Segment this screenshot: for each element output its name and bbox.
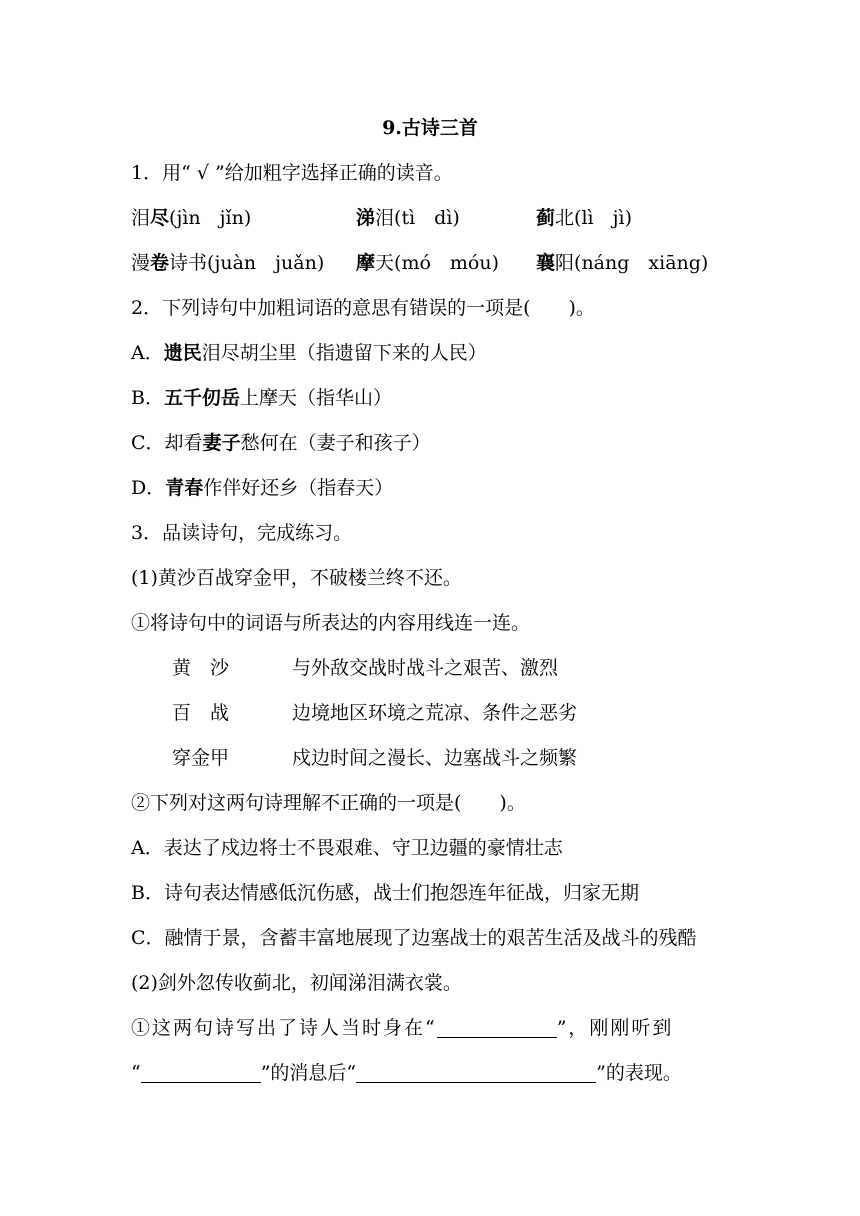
q2-option-c: C．却看妻子愁何在（妻子和孩子） [131, 432, 431, 454]
q3-option-b: B．诗句表达情感低沉伤感，战士们抱怨连年征战，归家无期 [131, 882, 639, 904]
fill-blank-reaction[interactable] [356, 1062, 596, 1083]
q1-item-2: 涕泪(tì dì) [356, 207, 460, 229]
q1-item-1: 泪尽(jìn jǐn) [131, 207, 252, 229]
q3-poem-line-1: (1)黄沙百战穿金甲，不破楼兰终不还。 [131, 567, 462, 589]
q2-option-a: A．遗民泪尽胡尘里（指遗留下来的人民） [131, 342, 487, 364]
match-right-1: 与外敌交战时战斗之艰苦、激烈 [292, 657, 559, 679]
q3-option-a: A．表达了戍边将士不畏艰难、守卫边疆的豪情壮志 [131, 837, 563, 859]
q1-item-4: 漫卷诗书(juàn juǎn) [131, 252, 325, 274]
fill-blank-location[interactable] [437, 1017, 557, 1038]
match-left-3: 穿金甲 [172, 747, 230, 769]
q1-stem: 1．用“ √ ”给加粗字选择正确的读音。 [131, 162, 453, 184]
q1-item-3: 蓟北(lì jì) [536, 207, 632, 229]
q3-fill-line-1: ①这两句诗写出了诗人当时身在“ ”，刚刚听到 [131, 1017, 674, 1039]
match-right-2: 边境地区环境之荒凉、条件之恶劣 [292, 702, 578, 724]
q1-row-2 [131, 250, 708, 276]
q1-item-5: 摩天(mó móu) [356, 252, 500, 274]
q1-row-1 [131, 205, 632, 231]
q2-option-b: B．五千仞岳上摩天（指华山） [131, 387, 392, 409]
q2-option-d: D．青春作伴好还乡（指春天） [131, 477, 394, 499]
q3-option-c: C．融情于景，含蓄丰富地展现了边塞战士的艰苦生活及战斗的残酷 [131, 927, 697, 949]
match-left-2: 百 战 [172, 702, 230, 724]
q3-stem: 3．品读诗句，完成练习。 [131, 522, 353, 544]
fill-blank-news[interactable] [141, 1062, 261, 1083]
page-title: 9.古诗三首 [382, 117, 478, 139]
q1-item-6: 襄阳(náng xiāng) [536, 252, 709, 274]
q3-poem-line-2: (2)剑外忽传收蓟北，初闻涕泪满衣裳。 [131, 972, 462, 994]
q3-sub-question-2: ②下列对这两句诗理解不正确的一项是( )。 [131, 792, 526, 814]
match-left-1: 黄 沙 [172, 657, 230, 679]
q3-fill-line-2: “ ”的消息后“ ”的表现。 [131, 1062, 682, 1084]
q3-sub-question-1: ①将诗句中的词语与所表达的内容用线连一连。 [131, 612, 531, 634]
q2-stem: 2．下列诗句中加粗词语的意思有错误的一项是( )。 [131, 297, 595, 319]
match-right-3: 戍边时间之漫长、边塞战斗之频繁 [292, 747, 578, 769]
